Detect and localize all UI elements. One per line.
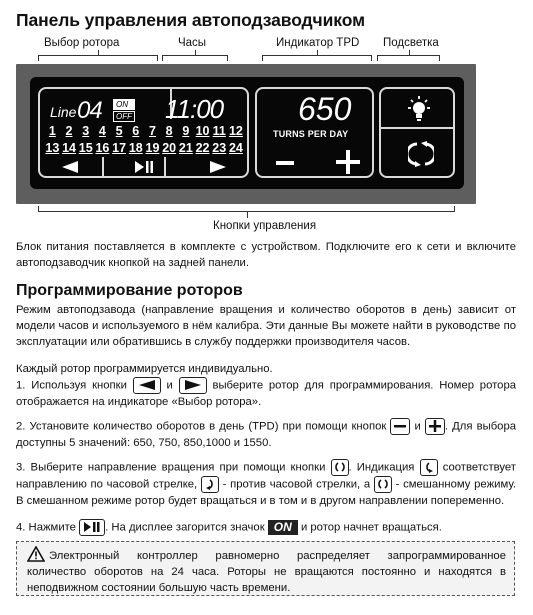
section-paragraph: Режим автоподзавода (направление вращения и количество оборотов в день) зависит от модели часов и используемого в нём калибра. Эти данные Вы можете найти в руководстве по эксплуатации или обратившись в службу поддержки производителя часов.: [16, 304, 516, 348]
minus-button-icon: [390, 418, 410, 435]
caption-backlight: Подсветка: [383, 37, 439, 49]
on-badge: ON: [268, 520, 298, 535]
bracket-rotor: [38, 55, 158, 61]
tpd-label: TURNS PER DAY: [273, 129, 349, 139]
rotor-number-4: 4: [98, 124, 106, 138]
warning-box: [16, 541, 515, 596]
rotor-number-20: 20: [162, 141, 177, 155]
rotor-number-13: 13: [45, 141, 60, 155]
rotor-number-16: 16: [95, 141, 110, 155]
step2-text-b: . Для выбора доступны 5 значений: 650, 750, 850,1000 и 1550.: [16, 420, 517, 449]
tpd-plus-button[interactable]: [336, 150, 360, 174]
clockwise-icon: [420, 459, 438, 476]
step3-text-d: - против часовой стрелки, а: [222, 478, 371, 491]
rotor-number-22: 22: [195, 141, 210, 155]
play-pause-button[interactable]: [133, 159, 155, 175]
on-off-indicator: [113, 99, 135, 123]
step3-text-a: 3. Выберите направление вращения при помощи кнопки: [16, 461, 326, 474]
bracket-backlight: [377, 55, 440, 61]
step-2: [16, 418, 516, 451]
play-pause-icon: [79, 519, 105, 536]
step-1: [16, 377, 516, 410]
caption-rotor-select: Выбор ротора: [44, 37, 120, 49]
individually-text: Каждый ротор программируется индивидуально.: [16, 363, 273, 375]
rotor-number-3: 3: [82, 124, 90, 138]
step3-text-c: соответствует направлению по часовой стрелке,: [16, 461, 516, 491]
tpd-minus-button[interactable]: [276, 160, 296, 166]
control-panel: [16, 64, 476, 204]
tpd-value: 650: [298, 91, 352, 127]
step2-and: и: [414, 420, 421, 433]
rotor-row-1: [44, 124, 244, 138]
rotor-number-10: 10: [195, 124, 210, 138]
rotor-number-14: 14: [62, 141, 76, 155]
plus-button-icon: [425, 418, 445, 435]
rotor-number-12: 12: [228, 124, 243, 138]
rotor-number-11: 11: [212, 124, 226, 138]
rotor-number-9: 9: [182, 124, 190, 138]
step2-text-a: 2. Установите количество оборотов в день (TPD) при помощи кнопок: [16, 420, 387, 433]
rotor-number-19: 19: [145, 141, 160, 155]
intro-text: Блок питания поставляется в комплекте с устройством. Подключите его к сети и включите автоподзаводчик кнопкой на задней панели.: [16, 241, 516, 269]
page-title: Панель управления автоподзаводчиком: [16, 10, 365, 30]
pane-divider: [381, 127, 453, 129]
pane-divider: [164, 157, 166, 178]
step4-text-a: 4. Нажмите: [16, 521, 76, 534]
prev-rotor-button[interactable]: [60, 159, 80, 175]
rotation-direction-icon[interactable]: [408, 141, 434, 167]
bracket-tpd: [262, 55, 372, 61]
rotor-number-15: 15: [78, 141, 93, 155]
pane-divider: [102, 157, 104, 178]
rotor-number-23: 23: [212, 141, 227, 155]
warning-icon: [27, 546, 45, 562]
step3-text-b: . Индикация: [348, 461, 415, 474]
caption-buttons: Кнопки управления: [213, 220, 317, 232]
step4-text-c: и ротор начнет вращаться.: [300, 521, 442, 534]
step1-and: и: [166, 379, 173, 392]
bracket-clock: [162, 55, 228, 61]
mixed-mode-icon: [374, 476, 392, 493]
caption-clock: Часы: [178, 37, 207, 49]
rotor-number-8: 8: [165, 124, 173, 138]
lightbulb-icon[interactable]: [404, 95, 434, 123]
next-button-icon: [179, 377, 207, 394]
rotor-number-2: 2: [65, 124, 73, 138]
rotor-number-17: 17: [112, 141, 127, 155]
caption-tpd: Индикатор TPD: [276, 37, 360, 49]
off-indicator: OFF: [113, 111, 135, 122]
rotor-number-6: 6: [132, 124, 140, 138]
display-screen: [30, 77, 464, 189]
rotation-button-icon: [331, 459, 349, 476]
prev-button-icon: [133, 377, 161, 394]
step1-text-b: выберите ротор для программирования. Номер ротора отображается на индикаторе «Выбор ротора».: [16, 379, 517, 408]
rotor-number: 04: [77, 97, 102, 124]
next-rotor-button[interactable]: [208, 159, 228, 175]
step3-text-e: - смешанному режиму. В смешанном режиме ротор будет вращаться и в том и в другом направлении попеременно.: [16, 478, 516, 507]
rotor-number-7: 7: [148, 124, 156, 138]
counterclockwise-icon: [201, 476, 219, 493]
clock-display: 11:00: [165, 94, 224, 124]
rotor-number-5: 5: [115, 124, 123, 138]
rotor-number-18: 18: [128, 141, 143, 155]
on-indicator: ON: [113, 99, 135, 110]
step-4: [16, 519, 516, 536]
bracket-buttons: [38, 206, 455, 212]
step-3: [16, 459, 516, 509]
step4-text-b: . На дисплее загорится значок: [105, 521, 265, 534]
rotor-row-2: [44, 141, 244, 155]
step1-text-a: 1. Используя кнопки: [16, 379, 127, 392]
warning-text: Электронный контроллер равномерно распределяет запрограммированное количество оборотов на 24 часа. Роторы не вращаются постоянно и находятся в неподвижном состоянии большую часть времени.: [27, 550, 506, 594]
rotor-number-24: 24: [228, 141, 243, 155]
rotor-number-1: 1: [48, 124, 56, 138]
rotor-number-21: 21: [178, 141, 193, 155]
line-label: Line: [50, 104, 77, 120]
section-title: Программирование роторов: [16, 282, 243, 299]
